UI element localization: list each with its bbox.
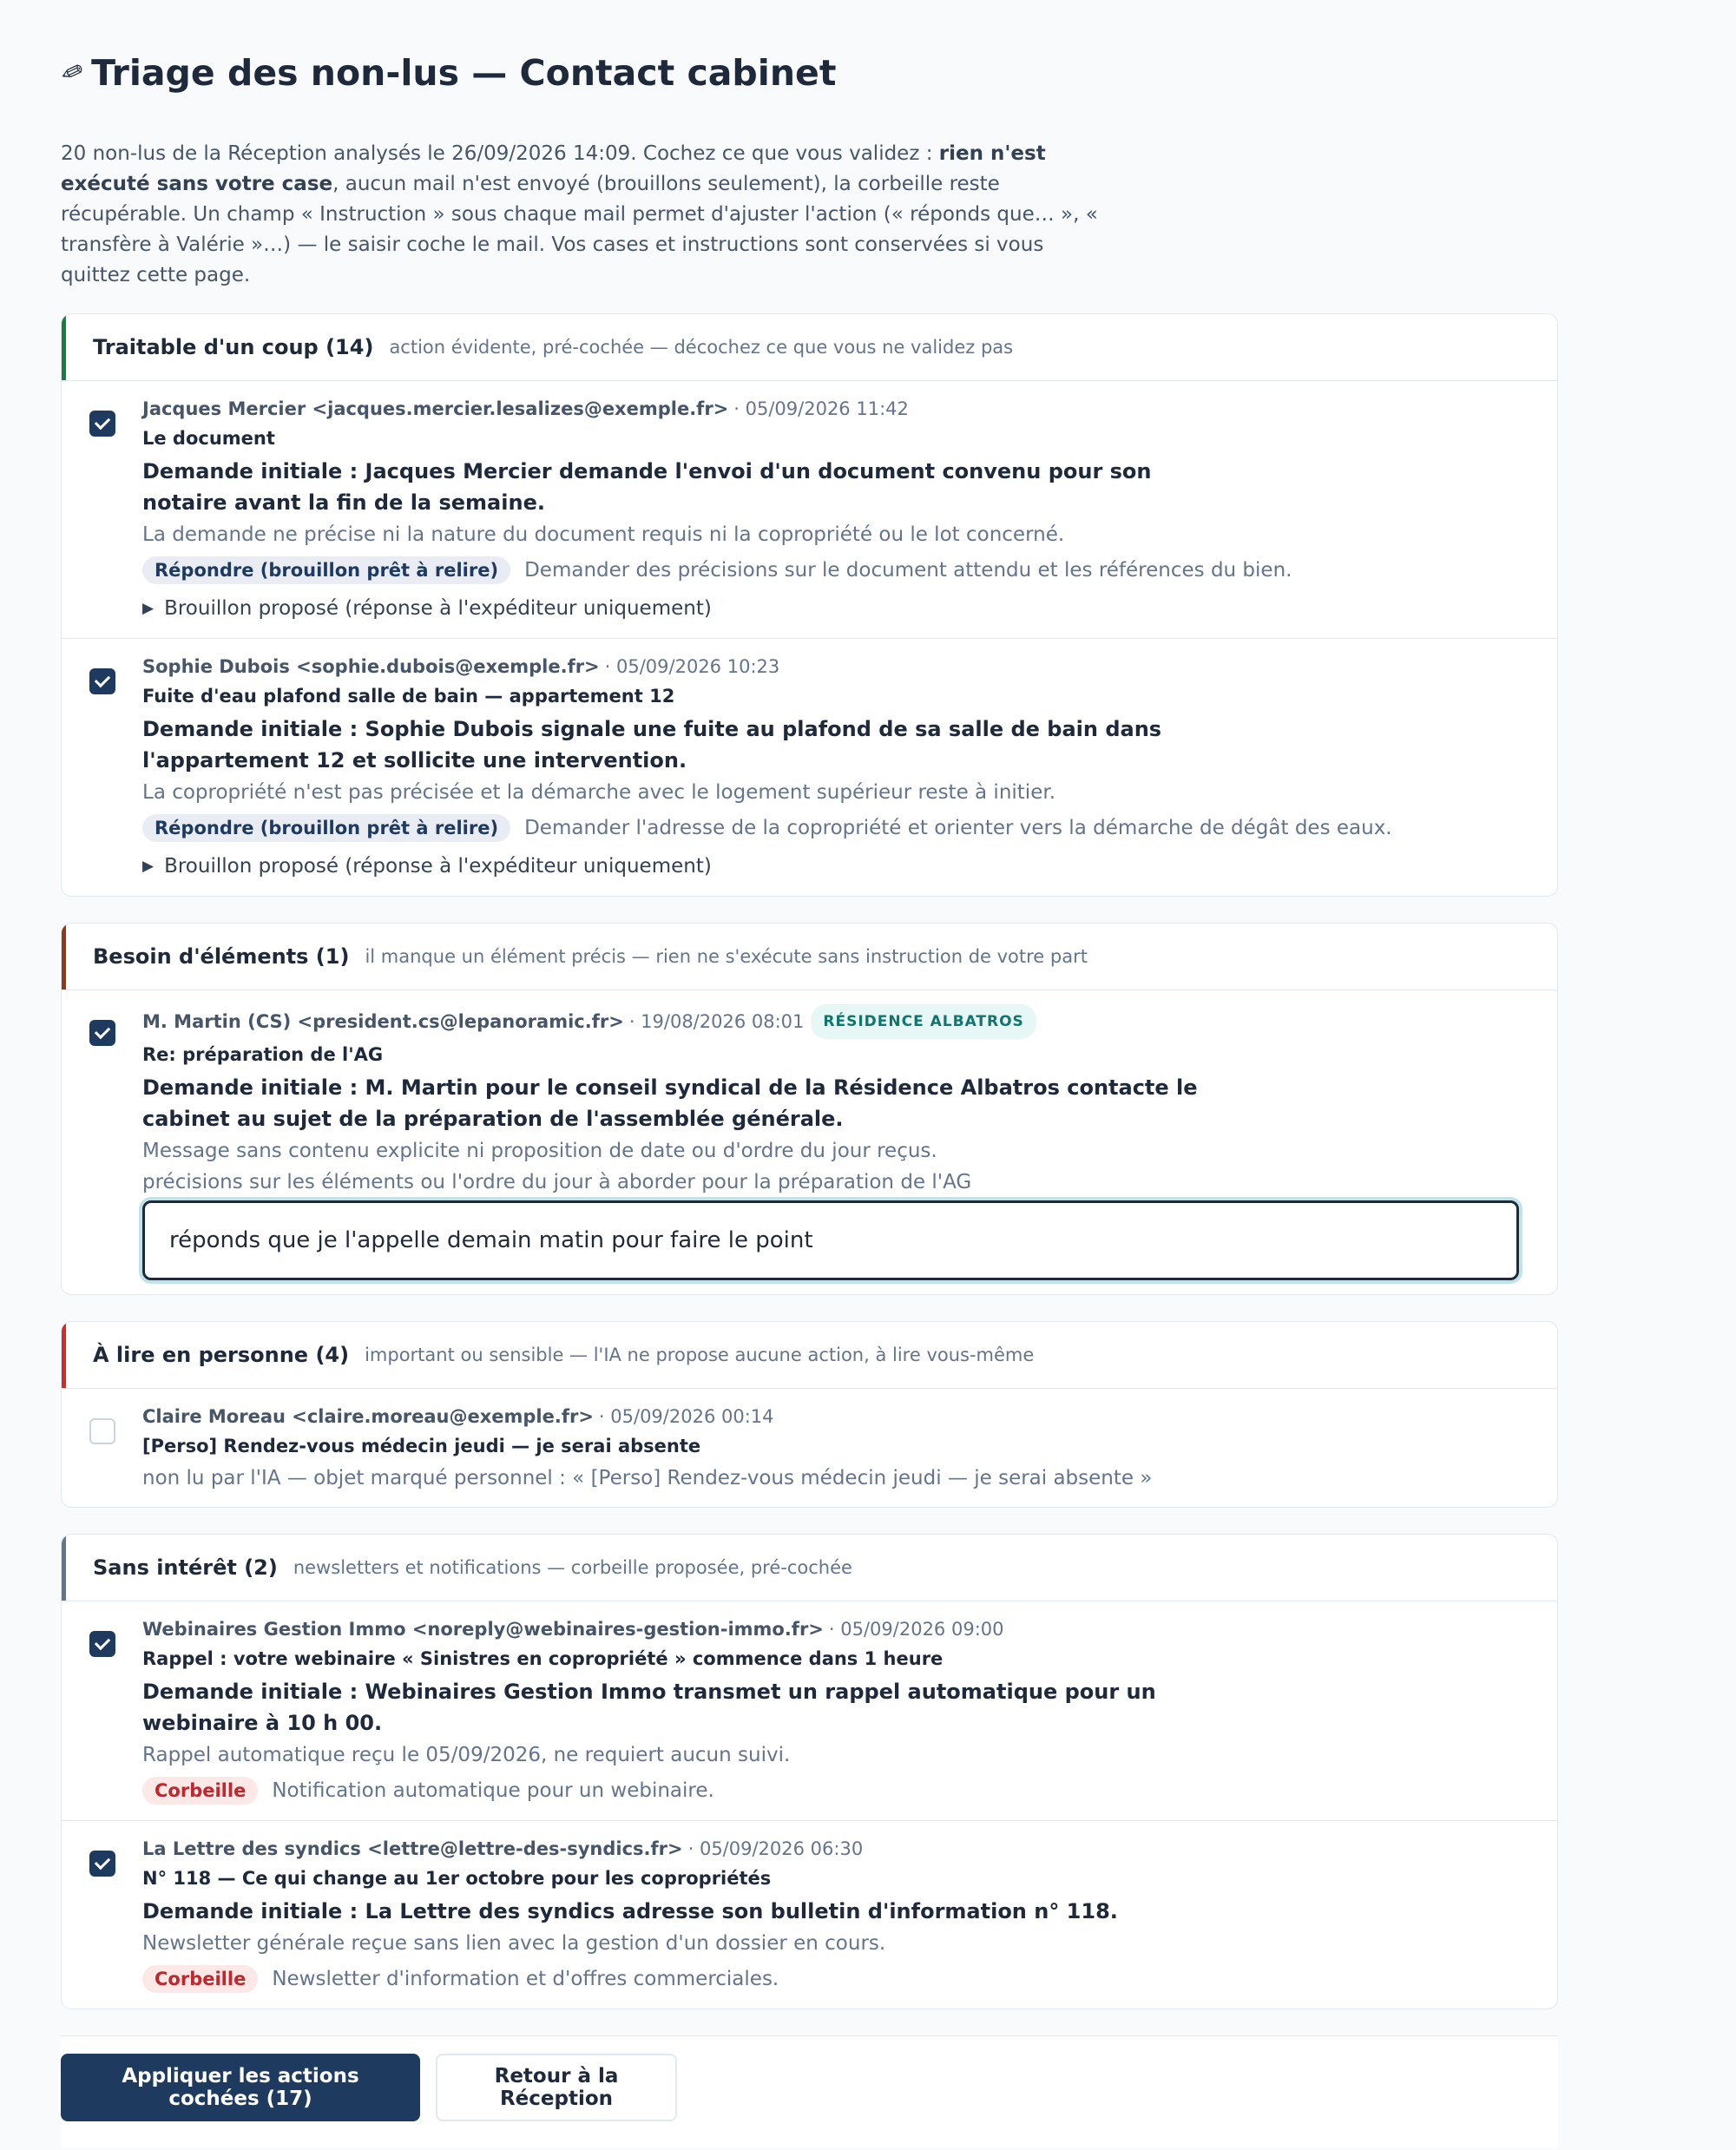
action-text: Newsletter d'information et d'offres commerciales.: [272, 1968, 779, 1990]
mail-date: · 19/08/2026 08:01: [628, 1011, 805, 1032]
section-besoin-elements: [61, 923, 1558, 1295]
mail-note: Rappel automatique reçu le 05/09/2026, ne requiert aucun suivi.: [142, 1744, 791, 1766]
section-lire-en-personne: [61, 1321, 1558, 1508]
mail-checkbox[interactable]: [89, 1631, 115, 1657]
mail-from: [142, 653, 1522, 681]
page-title: [56, 49, 1558, 97]
mail-summary: Demande initiale : Webinaires Gestion Immo transmet un rappel automatique pour un webinaire à 10 h 00.: [142, 1680, 1156, 1735]
section-desc: action évidente, pré-cochée — décochez ce que vous ne validez pas: [389, 337, 1014, 358]
mail-from: [142, 1403, 1522, 1430]
mail-from: [142, 1835, 1522, 1863]
action-text: Notification automatique pour un webinaire.: [272, 1779, 714, 1802]
mail-checkbox[interactable]: [89, 668, 115, 694]
section-stripe: [62, 924, 66, 990]
mail-item: [62, 381, 1557, 639]
section-header: [62, 1322, 1557, 1389]
mail-from: [142, 395, 1522, 423]
mail-subject: Rappel : votre webinaire « Sinistres en copropriété » commence dans 1 heure: [142, 1648, 944, 1669]
triangle-right-icon: ▶: [142, 858, 155, 875]
mail-date: · 05/09/2026 11:42: [733, 398, 909, 419]
mail-date: · 05/09/2026 00:14: [598, 1406, 774, 1427]
section-header: [62, 314, 1557, 381]
mail-sender: Claire Moreau <claire.moreau@exemple.fr>: [142, 1406, 594, 1427]
mail-subject: Le document: [142, 428, 275, 449]
mail-sender: Webinaires Gestion Immo <noreply@webinaires-gestion-immo.fr>: [142, 1619, 824, 1640]
mail-date: · 05/09/2026 09:00: [828, 1619, 1004, 1640]
action-tag-trash: Corbeille: [142, 1777, 258, 1805]
draft-toggle[interactable]: [142, 591, 1522, 626]
mail-sender: La Lettre des syndics <lettre@lettre-des-syndics.fr>: [142, 1838, 683, 1859]
mail-summary: Demande initiale : Jacques Mercier demande l'envoi d'un document convenu pour son notaire avant la fin de la semaine.: [142, 459, 1152, 515]
section-desc: newsletters et notifications — corbeille proposée, pré-cochée: [293, 1557, 852, 1578]
page-title-text: Triage des non-lus — Contact cabinet: [91, 52, 837, 94]
section-stripe: [62, 1535, 66, 1601]
mail-item: [62, 1821, 1557, 2009]
mail-checkbox[interactable]: [89, 1418, 115, 1444]
mail-subject: N° 118 — Ce qui change au 1er octobre pour les copropriétés: [142, 1868, 772, 1889]
draft-toggle[interactable]: [142, 849, 1522, 884]
mail-subject: [Perso] Rendez-vous médecin jeudi — je serai absente: [142, 1436, 701, 1456]
section-stripe: [62, 314, 66, 380]
mail-sender: M. Martin (CS) <president.cs@lepanoramic.fr>: [142, 1011, 624, 1032]
mail-from: [142, 1004, 1522, 1039]
triangle-right-icon: ▶: [142, 600, 155, 617]
mail-action: [142, 1773, 1522, 1808]
mail-sender: Jacques Mercier <jacques.mercier.lesalizes@exemple.fr>: [142, 398, 729, 419]
mail-item: [62, 990, 1557, 1294]
mail-from: [142, 1615, 1522, 1643]
action-text: Demander des précisions sur le document attendu et les références du bien.: [524, 559, 1292, 582]
mail-item: [62, 1389, 1557, 1507]
section-traitable: [61, 313, 1558, 897]
action-tag-reply: Répondre (brouillon prêt à relire): [142, 814, 510, 842]
mail-subject: Re: préparation de l'AG: [142, 1044, 384, 1065]
mail-item: [62, 639, 1557, 896]
section-sans-interet: [61, 1534, 1558, 2009]
mail-summary: Demande initiale : M. Martin pour le conseil syndical de la Résidence Albatros contacte le cabinet au sujet de la préparation de l'assemblée générale.: [142, 1075, 1198, 1131]
section-title: À lire en personne (4): [93, 1343, 350, 1367]
mail-item: [62, 1601, 1557, 1821]
action-footer: [61, 2035, 1558, 2147]
residence-badge: RÉSIDENCE ALBATROS: [811, 1004, 1036, 1039]
mail-summary: Demande initiale : La Lettre des syndics adresse son bulletin d'information n° 118.: [142, 1899, 1118, 1923]
intro-text: 20 non-lus de la Réception analysés le 26/09/2026 14:09. Cochez ce que vous validez : rien n'est exécuté sans votre case, aucun mail n'est envoyé (brouillons seulement), la corbeille reste récupérable. Un champ « Instruction » sous chaque mail permet d'ajuster l'action (« réponds que… », « transfère à Valérie »…) — le saisir coche le mail. Vos cases et instructions sont conservées si vous quittez cette page.: [61, 142, 1098, 286]
section-header: [62, 1535, 1557, 1601]
section-desc: important ou sensible — l'IA ne propose aucune action, à lire vous-même: [365, 1345, 1035, 1365]
mail-action: [142, 553, 1522, 588]
action-tag-trash: Corbeille: [142, 1965, 258, 1993]
mail-action: [142, 1962, 1522, 1996]
draft-label: Brouillon proposé (réponse à l'expéditeur uniquement): [164, 855, 712, 878]
mail-action: [142, 811, 1522, 845]
instruction-input[interactable]: [142, 1200, 1519, 1280]
mail-summary: Demande initiale : Sophie Dubois signale une fuite au plafond de sa salle de bain dans l'appartement 12 et sollicite une intervention.: [142, 717, 1162, 773]
mail-note: Message sans contenu explicite ni proposition de date ou d'ordre du jour reçus.: [142, 1140, 937, 1162]
mail-date: · 05/09/2026 06:30: [687, 1838, 864, 1859]
mail-checkbox[interactable]: [89, 411, 115, 437]
mail-checkbox[interactable]: [89, 1020, 115, 1046]
mail-note: non lu par l'IA — objet marqué personnel : « [Perso] Rendez-vous médecin jeudi — je serai absente »: [142, 1467, 1153, 1489]
section-title: Besoin d'éléments (1): [93, 944, 350, 969]
mail-subject: Fuite d'eau plafond salle de bain — appartement 12: [142, 686, 675, 707]
section-header: [62, 924, 1557, 990]
action-text: Demander l'adresse de la copropriété et orienter vers la démarche de dégât des eaux.: [524, 817, 1392, 839]
section-stripe: [62, 1322, 66, 1388]
pen-icon: ✎: [56, 55, 88, 91]
mail-sender: Sophie Dubois <sophie.dubois@exemple.fr>: [142, 656, 600, 677]
section-title: Traitable d'un coup (14): [93, 335, 374, 359]
apply-actions-button[interactable]: Appliquer les actions cochées (17): [61, 2054, 420, 2121]
draft-label: Brouillon proposé (réponse à l'expéditeur uniquement): [164, 597, 712, 620]
back-to-inbox-button[interactable]: Retour à la Réception: [436, 2054, 677, 2121]
section-title: Sans intérêt (2): [93, 1555, 278, 1580]
mail-note: La demande ne précise ni la nature du document requis ni la copropriété ou le lot concerné.: [142, 523, 1065, 546]
mail-date: · 05/09/2026 10:23: [604, 656, 780, 677]
mail-note: Newsletter générale reçue sans lien avec la gestion d'un dossier en cours.: [142, 1932, 886, 1955]
mail-missing-element: précisions sur les éléments ou l'ordre du jour à aborder pour la préparation de l'AG: [142, 1171, 972, 1193]
section-desc: il manque un élément précis — rien ne s'exécute sans instruction de votre part: [365, 946, 1088, 967]
mail-note: La copropriété n'est pas précisée et la démarche avec le logement supérieur reste à initier.: [142, 781, 1056, 804]
action-tag-reply: Répondre (brouillon prêt à relire): [142, 556, 510, 584]
mail-checkbox[interactable]: [89, 1851, 115, 1877]
